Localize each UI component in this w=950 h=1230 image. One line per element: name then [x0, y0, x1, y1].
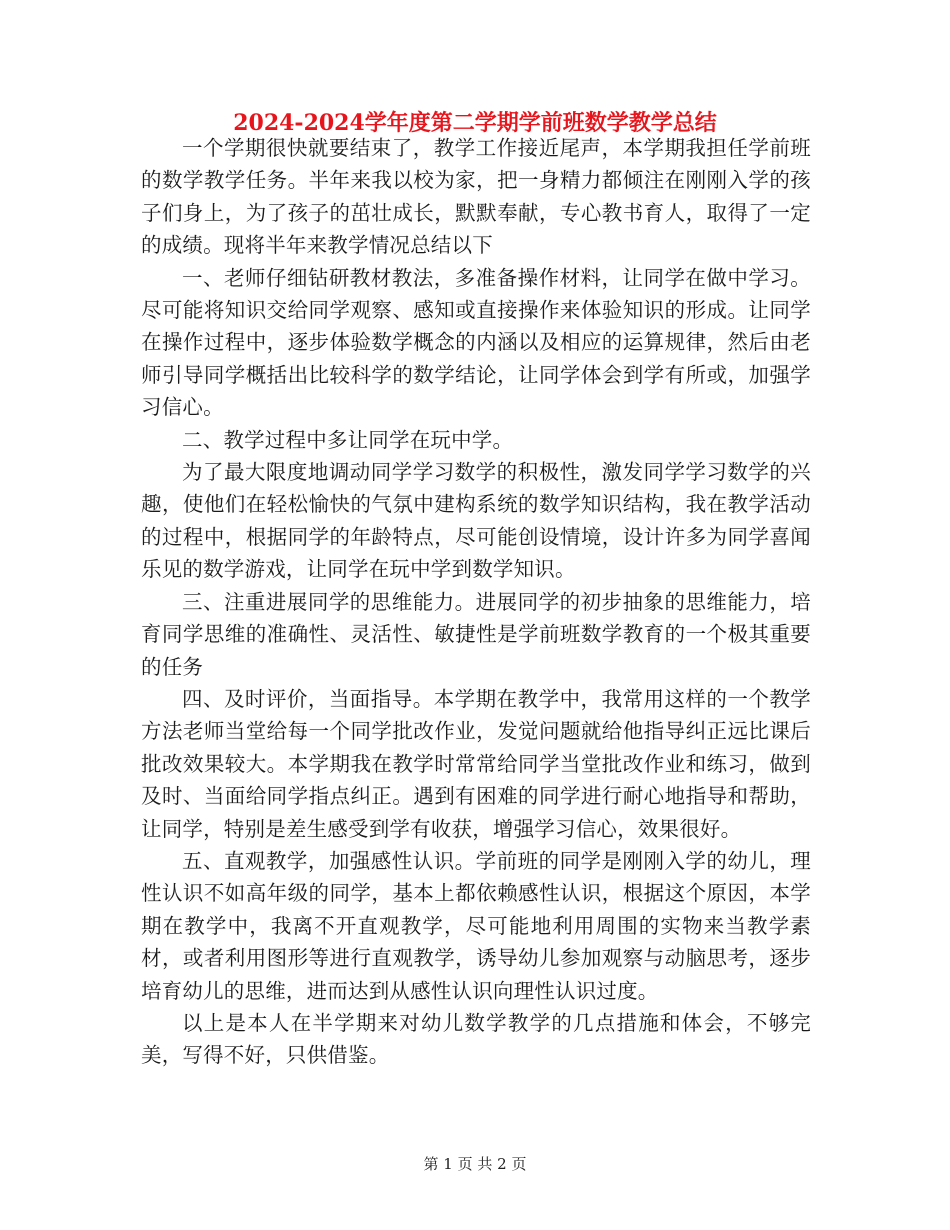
- paragraph-point-2-heading: 二、教学过程中多让同学在玩中学。: [182, 427, 514, 452]
- document-title: 2024-2024学年度第二学期学前班数学教学总结: [233, 110, 717, 136]
- paragraph-conclusion: 以上是本人在半学期来对幼儿数学教学的几点措施和体会，不够完美，写得不好，只供借鉴。: [141, 1010, 811, 1068]
- document-body: [141, 132, 811, 1072]
- paragraph-point-1: 一、老师仔细钻研教材教法，多准备操作材料，让同学在做中学习。尽可能将知识交给同学观察、感知或直接操作来体验知识的形成。让同学在操作过程中，逐步体验数学概念的内涵以及相应的运算规律，然后由老师引导同学概括出比较科学的数学结论，让同学体会到学有所或，加强学习信心。: [141, 265, 811, 420]
- paragraph-point-3: 三、注重进展同学的思维能力。进展同学的初步抽象的思维能力，培育同学思维的准确性、灵活性、敏捷性是学前班数学教育的一个极其重要的任务: [141, 589, 811, 679]
- page-footer: 第 1 页 共 2 页: [423, 1155, 527, 1173]
- paragraph-point-4: 四、及时评价，当面指导。本学期在教学中，我常用这样的一个教学方法老师当堂给每一个同学批改作业，发觉问题就给他指导纠正远比课后批改效果较大。本学期我在教学时常常给同学当堂批改作业和练习，做到及时、当面给同学指点纠正。遇到有困难的同学进行耐心地指导和帮助，让同学，特别是差生感受到学有收获，增强学习信心，效果很好。: [141, 686, 811, 841]
- paragraph-intro: 一个学期很快就要结束了，教学工作接近尾声，本学期我担任学前班的数学教学任务。半年来我以校为家，把一身精力都倾注在刚刚入学的孩子们身上，为了孩子的茁壮成长，默默奉献，专心教书育人，取得了一定的成绩。现将半年来教学情况总结以下: [141, 136, 811, 258]
- paragraph-point-5: 五、直观教学，加强感性认识。学前班的同学是刚刚入学的幼儿，理性认识不如高年级的同学，基本上都依赖感性认识，根据这个原因，本学期在教学中，我离不开直观教学，尽可能地利用周围的实物来当教学素材，或者利用图形等进行直观教学，诱导幼儿参加观察与动脑思考，逐步培育幼儿的思维，进而达到从感性认识向理性认识过度。: [141, 848, 811, 1003]
- paragraph-point-2-body: 为了最大限度地调动同学学习数学的积极性，激发同学学习数学的兴趣，使他们在轻松愉快的气氛中建构系统的数学知识结构，我在教学活动的过程中，根据同学的年龄特点，尽可能创设情境，设计许多为同学喜闻乐见的数学游戏，让同学在玩中学到数学知识。: [141, 460, 811, 582]
